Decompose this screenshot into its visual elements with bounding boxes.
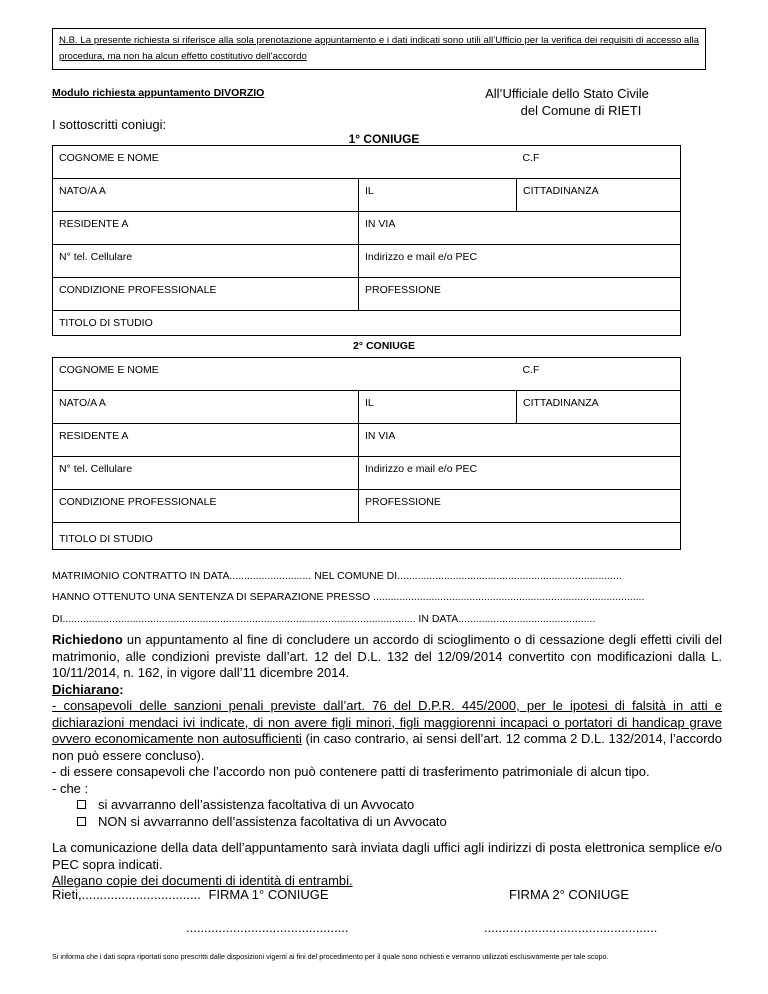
notice-text: N.B. La presente richiesta si riferisce alla sola prenotazione appuntamento e i dati indicati sono utili all’Ufficio per la verifica dei requisiti di accesso alla procedura, ma non ha alcun effetto costitutivo dell’accordo (59, 35, 699, 62)
spouse1-email-field[interactable]: Indirizzo e mail e/o PEC (359, 245, 681, 278)
addressee-line2: del Comune di RIETI (520, 103, 642, 118)
separation-line[interactable]: HANNO OTTENUTO UNA SENTENZA DI SEPARAZIONE PRESSO ............................................................................................. (52, 591, 645, 603)
spouse1-education-field[interactable]: TITOLO DI STUDIO (53, 311, 681, 336)
spouse1-born-field[interactable]: NATO/A A (53, 179, 359, 212)
body-section (52, 632, 722, 890)
notice-box (52, 28, 706, 70)
request-label: Richiedono (52, 632, 123, 647)
checkbox-icon[interactable] (77, 800, 86, 809)
spouse2-born-field[interactable]: NATO/A A (53, 391, 359, 424)
spouse2-profession-field[interactable]: PROFESSIONE (359, 490, 681, 523)
spouse1-profession-field[interactable]: PROFESSIONE (359, 278, 681, 311)
communication-paragraph: La comunicazione della data dell’appuntamento sarà inviata dagli uffici agli indirizzi di posta elettronica semplice e/o PEC sopra indicati. (52, 840, 722, 872)
marriage-line[interactable]: MATRIMONIO CONTRATTO IN DATA............................ NEL COMUNE DI............................................................................. (52, 570, 622, 582)
lawyer-option-yes-label: si avvarranno dell’assistenza facoltativa di un Avvocato (98, 797, 415, 812)
signature1-line[interactable]: ............................................. (186, 920, 349, 935)
spouse1-name-field[interactable]: COGNOME E NOME (53, 146, 517, 179)
spouse1-cf-field[interactable]: C.F (517, 146, 681, 179)
spouse2-heading: 2° CONIUGE (353, 340, 415, 352)
spouse2-citizenship-field[interactable]: CITTADINANZA (517, 391, 681, 424)
signature2-label: FIRMA 2° CONIUGE (509, 887, 630, 902)
spouse2-date-field[interactable]: IL (359, 391, 517, 424)
addressee (466, 85, 668, 119)
lawyer-option-yes[interactable] (52, 797, 722, 814)
separation-place-date-line[interactable]: DI......................................................................................................................... IN DATA............................................... (52, 613, 596, 625)
spouse2-phone-field[interactable]: N° tel. Cellulare (53, 457, 359, 490)
spouse1-resident-field[interactable]: RESIDENTE A (53, 212, 359, 245)
signature1-label: FIRMA 1° CONIUGE (208, 887, 329, 902)
attachments-text: Allegano copie dei documenti di identità di entrambi. (52, 873, 353, 888)
spouse1-table (52, 145, 681, 336)
spouse2-education-field[interactable]: TITOLO DI STUDIO (53, 523, 681, 550)
spouse2-condition-field[interactable]: CONDIZIONE PROFESSIONALE (53, 490, 359, 523)
declare-item1 (52, 698, 722, 764)
spouse2-email-field[interactable]: Indirizzo e mail e/o PEC (359, 457, 681, 490)
spouse2-cf-field[interactable]: C.F (517, 358, 681, 391)
spouse1-condition-field[interactable]: CONDIZIONE PROFESSIONALE (53, 278, 359, 311)
declare-item1-rest: (in caso contrario, ai sensi dell’art. 12 comma 2 D.L. 132/2014, l’accordo non può essere concluso). (52, 731, 722, 763)
intro-text: I sottoscritti coniugi: (52, 117, 167, 132)
request-text: un appuntamento al fine di concludere un accordo di scioglimento o di cessazione degli effetti civili del matrimonio, alle condizioni previste dall’art. 12 del D.L. 132 del 12/09/2014 convertito con modificazioni dalla L. 10/11/2014, n. 162, in vigore dall’11 dicembre 2014. (52, 632, 722, 680)
declare-heading-row (52, 682, 722, 699)
declare-colon: : (119, 681, 124, 697)
spouse1-heading: 1° CONIUGE (348, 132, 420, 146)
spouse1-phone-field[interactable]: N° tel. Cellulare (53, 245, 359, 278)
spouse1-citizenship-field[interactable]: CITTADINANZA (517, 179, 681, 212)
lawyer-option-no[interactable] (52, 814, 722, 831)
form-title: Modulo richiesta appuntamento DIVORZIO (52, 87, 265, 99)
checkbox-icon[interactable] (77, 817, 86, 826)
spouse1-date-field[interactable]: IL (359, 179, 517, 212)
privacy-note: Si informa che i dati sopra riportati sono prescritti dalle disposizioni vigenti ai fini del procedimento per il quale sono richiesti e verranno utilizzati esclusivamente per tale scopo. (52, 952, 609, 961)
spouse2-street-field[interactable]: IN VIA (359, 424, 681, 457)
spouse1-street-field[interactable]: IN VIA (359, 212, 681, 245)
lawyer-option-no-label: NON si avvarranno dell’assistenza facoltativa di un Avvocato (98, 813, 447, 829)
spouse2-resident-field[interactable]: RESIDENTE A (53, 424, 359, 457)
declare-item2: - di essere consapevoli che l’accordo non può contenere patti di trasferimento patrimoniale di alcun tipo. (52, 764, 650, 779)
addressee-line1: All’Ufficiale dello Stato Civile (485, 86, 649, 101)
declare-item3: - che : (52, 780, 89, 796)
declare-heading: Dichiarano (52, 681, 120, 697)
place-date[interactable]: Rieti,................................. (52, 887, 201, 902)
spouse2-name-field[interactable]: COGNOME E NOME (53, 358, 517, 391)
declare-item1-underlined: - consapevoli delle sanzioni penali previste dall’art. 76 del D.P.R. 445/2000, per le ipotesi di falsità in atti e dichiarazioni mendaci ivi indicate, di non avere figli minori, figli maggiorenni incapaci o portatori di handicap grave ovvero economicamente non autosufficienti (52, 698, 722, 746)
request-paragraph (52, 632, 722, 682)
spouse2-table (52, 357, 681, 550)
place-date-line[interactable] (52, 887, 328, 902)
signature2-line[interactable]: ................................................ (484, 920, 658, 935)
